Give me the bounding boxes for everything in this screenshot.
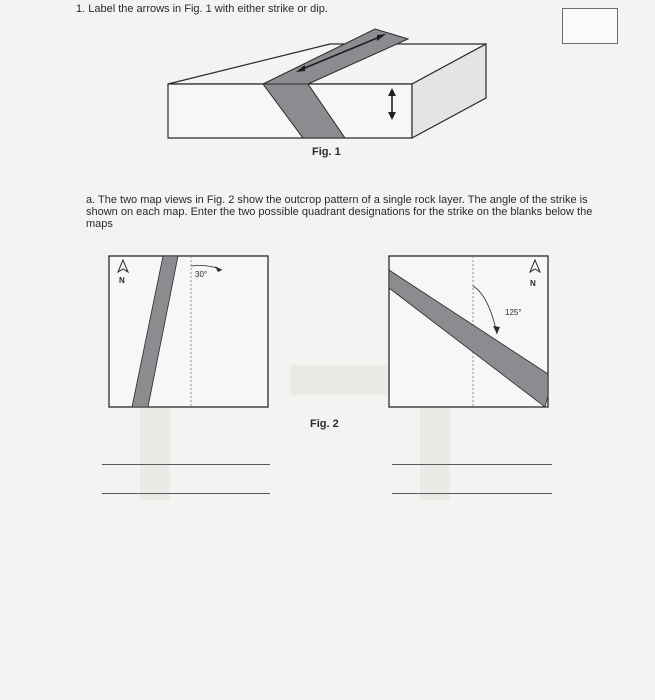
answer-blank-right-1[interactable] xyxy=(392,464,552,465)
answer-blank-left-2[interactable] xyxy=(102,493,270,494)
fig2-map-right xyxy=(389,256,549,408)
part-a-instructions: a. The two map views in Fig. 2 show the outcrop pattern of a single rock layer. The angle of the strike is shown on each map. Enter the two possible quadrant designations for the strike on the blanks below the maps xyxy=(86,194,593,230)
map-left-north-label: N xyxy=(119,276,125,285)
fig1-caption: Fig. 1 xyxy=(312,146,341,158)
fig2-map-left xyxy=(109,256,269,408)
fig1-block-diagram xyxy=(0,0,655,160)
map-left-angle-label: 30° xyxy=(195,270,208,279)
answer-blank-right-2[interactable] xyxy=(392,493,552,494)
background-bleed-3 xyxy=(290,365,400,395)
map-right-angle-label: 125° xyxy=(505,308,522,317)
answer-blank-left-1[interactable] xyxy=(102,464,270,465)
map-right-north-label: N xyxy=(530,279,536,288)
fig2-caption: Fig. 2 xyxy=(310,418,339,430)
question-title: 1. Label the arrows in Fig. 1 with either strike or dip. xyxy=(76,3,328,15)
